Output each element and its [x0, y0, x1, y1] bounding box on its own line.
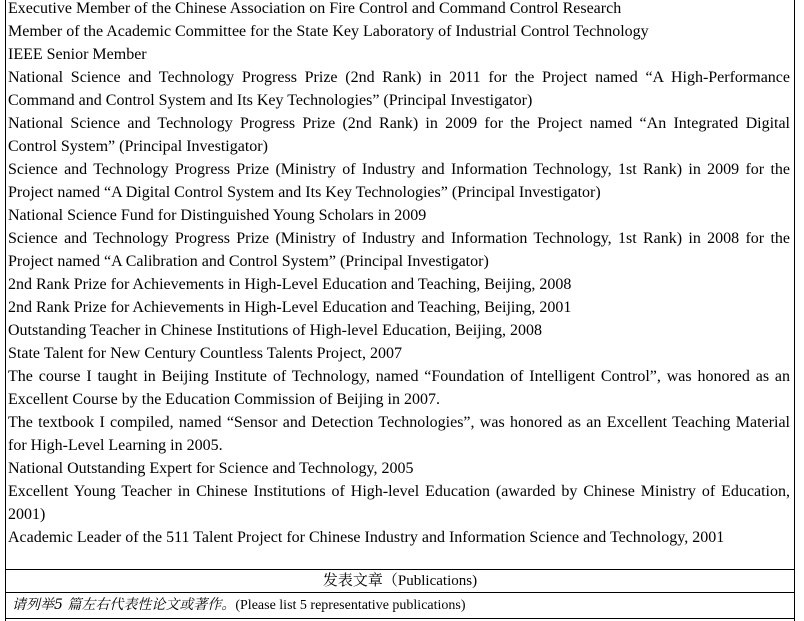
award-item: IEEE Senior Member [8, 46, 147, 63]
awards-list [8, 0, 790, 549]
award-item: Executive Member of the Chinese Association on Fire Control and Command Control Research [8, 0, 622, 17]
award-item: National Science and Technology Progress Prize (2nd Rank) in 2009 for the Project named “An Integrated Digital Control System” (Principal Investigator) [8, 115, 790, 155]
award-item: The course I taught in Beijing Institute of Technology, named “Foundation of Intelligent Control”, was honored as an Excellent Course by the Education Commission of Beijing in 2007. [8, 368, 790, 408]
award-item: Excellent Young Teacher in Chinese Institutions of High-level Education (awarded by Chinese Ministry of Education, 2001) [8, 483, 790, 523]
table-bottom-border [5, 618, 795, 619]
award-item: State Talent for New Century Countless Talents Project, 2007 [8, 345, 402, 362]
publications-instruction [12, 595, 466, 616]
section-divider-bottom [5, 592, 795, 593]
award-item: Academic Leader of the 511 Talent Project for Chinese Industry and Information Science and Technology, 2001 [8, 529, 725, 546]
award-item: National Outstanding Expert for Science and Technology, 2005 [8, 460, 414, 477]
award-item: 2nd Rank Prize for Achievements in High-Level Education and Teaching, Beijing, 2001 [8, 299, 572, 316]
award-item: Outstanding Teacher in Chinese Institutions of High-level Education, Beijing, 2008 [8, 322, 543, 339]
section-title: 发表文章（Publications) [322, 573, 478, 589]
award-item: 2nd Rank Prize for Achievements in High-Level Education and Teaching, Beijing, 2008 [8, 276, 572, 293]
award-item: National Science and Technology Progress Prize (2nd Rank) in 2011 for the Project named “A High-Performance Command and Control System and Its Key Technologies” (Principal Investigator) [8, 69, 790, 109]
instruction-cn: 请列举5 篇左右代表性论文或著作。 [12, 597, 236, 613]
award-item: Science and Technology Progress Prize (Ministry of Industry and Information Technology, 1st Rank) in 2008 for the Project named “A Calibration and Control System” (Principal Investigator) [8, 230, 790, 270]
award-item: The textbook I compiled, named “Sensor and Detection Technologies”, was honored as an Excellent Teaching Material for High-Level Learning in 2005. [8, 414, 790, 454]
award-item: National Science Fund for Distinguished Young Scholars in 2009 [8, 207, 427, 224]
award-item: Science and Technology Progress Prize (Ministry of Industry and Information Technology, 1st Rank) in 2009 for the Project named “A Digital Control System and Its Key Technologies” (Principal Investigator) [8, 161, 790, 201]
instruction-en: (Please list 5 representative publications) [235, 598, 466, 613]
award-item: Member of the Academic Committee for the State Key Laboratory of Industrial Control Technology [8, 23, 649, 40]
